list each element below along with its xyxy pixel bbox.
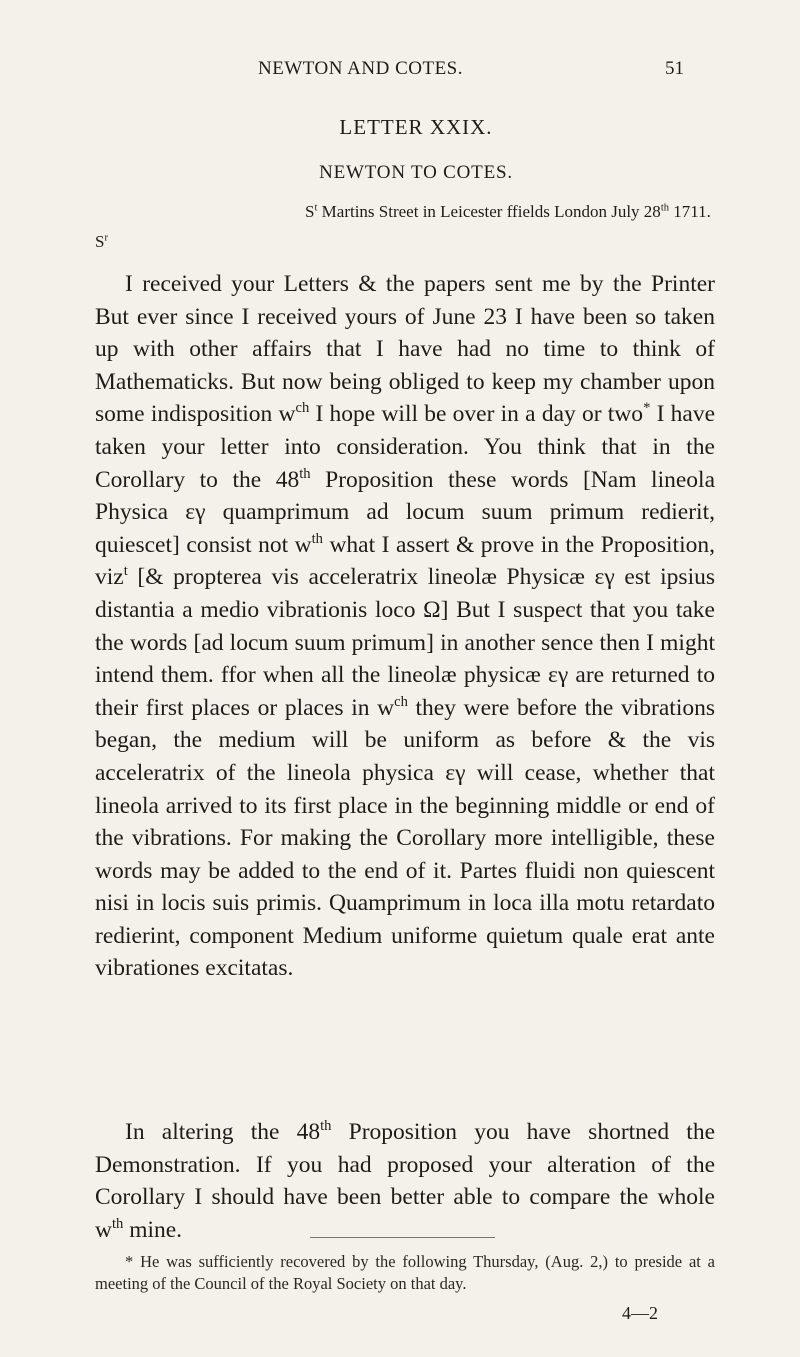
p1-sup-1: ch <box>295 400 310 417</box>
p1-sup-7: th <box>311 530 323 547</box>
dateline <box>305 202 711 222</box>
page-number: 51 <box>665 58 684 79</box>
dateline-s: S <box>305 202 315 221</box>
p1-sup-5: th <box>299 465 311 482</box>
signature-mark: 4—2 <box>622 1303 658 1323</box>
footnote-marker: * <box>643 400 651 417</box>
p1-seg-4: I have taken your letter into consideration. You think that in the Corollary to the 48 <box>95 401 716 493</box>
salutation <box>95 232 108 252</box>
p2-sup-1: th <box>320 1118 332 1135</box>
p1-seg-12: they were before the vibrations began, the medium will be uniform as before & the vis acceleratrix of the lineola physica εγ will cease, whether that lineola arrived to its first place in the beginning middle or end of the vibrations. For making the Corollary more intelligible, these words may be added to the end of it. Partes fluidi non quiescent nisi in locis suis primis. Quamprimum in loca illa motu retardato redierint, component Medium uniforme quietum quale erat ante vibrationes excitatas. <box>95 694 715 982</box>
dateline-year: 1711. <box>669 202 711 221</box>
footnote-rule <box>310 1237 495 1238</box>
dateline-place: Martins Street in Leicester ffields London July 28 <box>317 202 661 221</box>
dateline-s-sup: t <box>314 202 318 214</box>
p1-seg-10: [& propterea vis acceleratrix lineolæ Physicæ εγ est ipsius distantia a medio vibrationis loco Ω] But I suspect that you take the words [ad locum suum primum] in another sence then I might intend them. ffor when all the lineolæ physicæ εγ are returned to their first places or places in w <box>95 564 715 721</box>
p1-sup-11: ch <box>394 693 408 710</box>
p2-sup-3: th <box>111 1215 124 1232</box>
p1-seg-6: Proposition these words [Nam lineola Physica εγ quamprimum ad locum suum primum redierit, quiescet] consist not w <box>95 466 715 558</box>
dateline-th-sup: th <box>660 202 670 214</box>
salutation-s: S <box>95 232 105 251</box>
paragraph-1 <box>95 268 715 985</box>
p2-seg-0: In altering the 48 <box>125 1119 321 1145</box>
footnote: * He was sufficiently recovered by the following Thursday, (Aug. 2,) to preside at a meeting of the Council of the Royal Society on that day. <box>95 1252 715 1293</box>
p1-sup-9: t <box>123 563 128 580</box>
p1-seg-0: I received your Letters & the papers sent me by the Printer But ever since I received yours of June 23 I have been so taken up with other affairs that I have had no time to think of Mathematicks. But now being obliged to keep my chamber upon some indisposition w <box>95 271 715 428</box>
p2-seg-2: Proposition you have shortned the Demonstration. If you had proposed your alteration of the Corollary I should have been better able to compare the whole w <box>95 1119 715 1243</box>
salutation-r-sup: r <box>104 232 108 244</box>
p2-seg-4: mine. <box>123 1216 183 1243</box>
running-head: NEWTON AND COTES. <box>258 58 464 79</box>
letter-subtitle: NEWTON TO COTES. <box>319 162 513 183</box>
letter-title: LETTER XXIX. <box>339 115 493 139</box>
p1-seg-8: what I assert & prove in the Proposition, viz <box>95 531 715 591</box>
p1-seg-2: I hope will be over in a day or two <box>309 401 644 428</box>
paragraph-2 <box>95 1116 715 1246</box>
